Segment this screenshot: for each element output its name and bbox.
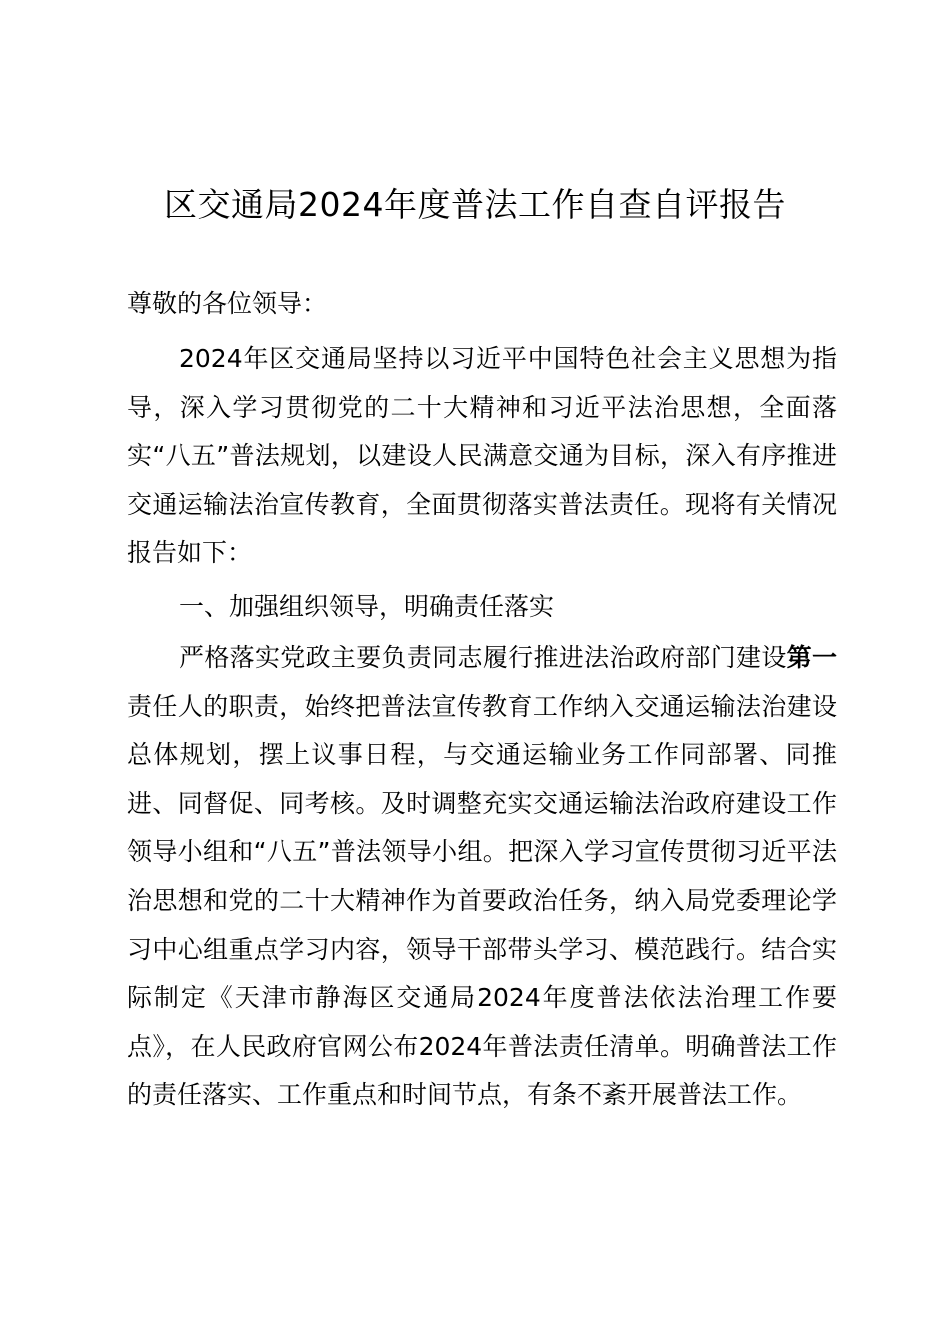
salutation: 尊敬的各位领导：: [127, 289, 328, 318]
paragraph-intro: [127, 335, 837, 578]
paragraph-bold-text: 第一: [786, 643, 837, 672]
paragraph-text-after-bold: 责任人的职责，始终把普法宣传教育工作纳入交通运输法治建设总体规划，摆上议事日程，与交通运输业务工作同部署、同推进、同督促、同考核。及时调整充实交通运输法治政府建设工作领导小组和“八五”普法领导小组。把深入学习宣传贯彻习近平法治思想和党的二十大精神作为首要政治任务，纳入局党委理论学习中心组重点学习内容，领导干部带头学习、模范践行。结合实际制定《天津市静海区交通局2024年度普法依法治理工作要点》，在人民政府官网公布2024年普法责任清单。明确普法工作的责任落实、工作重点和时间节点，有条不紊开展普法工作。: [127, 691, 837, 1110]
section-heading: [127, 583, 837, 632]
paragraph-responsibility-text: [127, 634, 837, 1120]
paragraph-intro-text: 2024年区交通局坚持以习近平中国特色社会主义思想为指导，深入学习贯彻党的二十大精神和习近平法治思想，全面落实“八五”普法规划，以建设人民满意交通为目标，深入有序推进交通运输法治宣传教育，全面贯彻落实普法责任。现将有关情况报告如下：: [127, 344, 837, 568]
paragraph-responsibility: [127, 634, 837, 1120]
document-title: 区交通局2024年度普法工作自查自评报告: [164, 185, 786, 224]
paragraph-text-before-bold: 严格落实党政主要负责同志履行推进法治政府部门建设: [179, 643, 787, 672]
section-heading-text: 一、加强组织领导，明确责任落实: [179, 592, 555, 621]
